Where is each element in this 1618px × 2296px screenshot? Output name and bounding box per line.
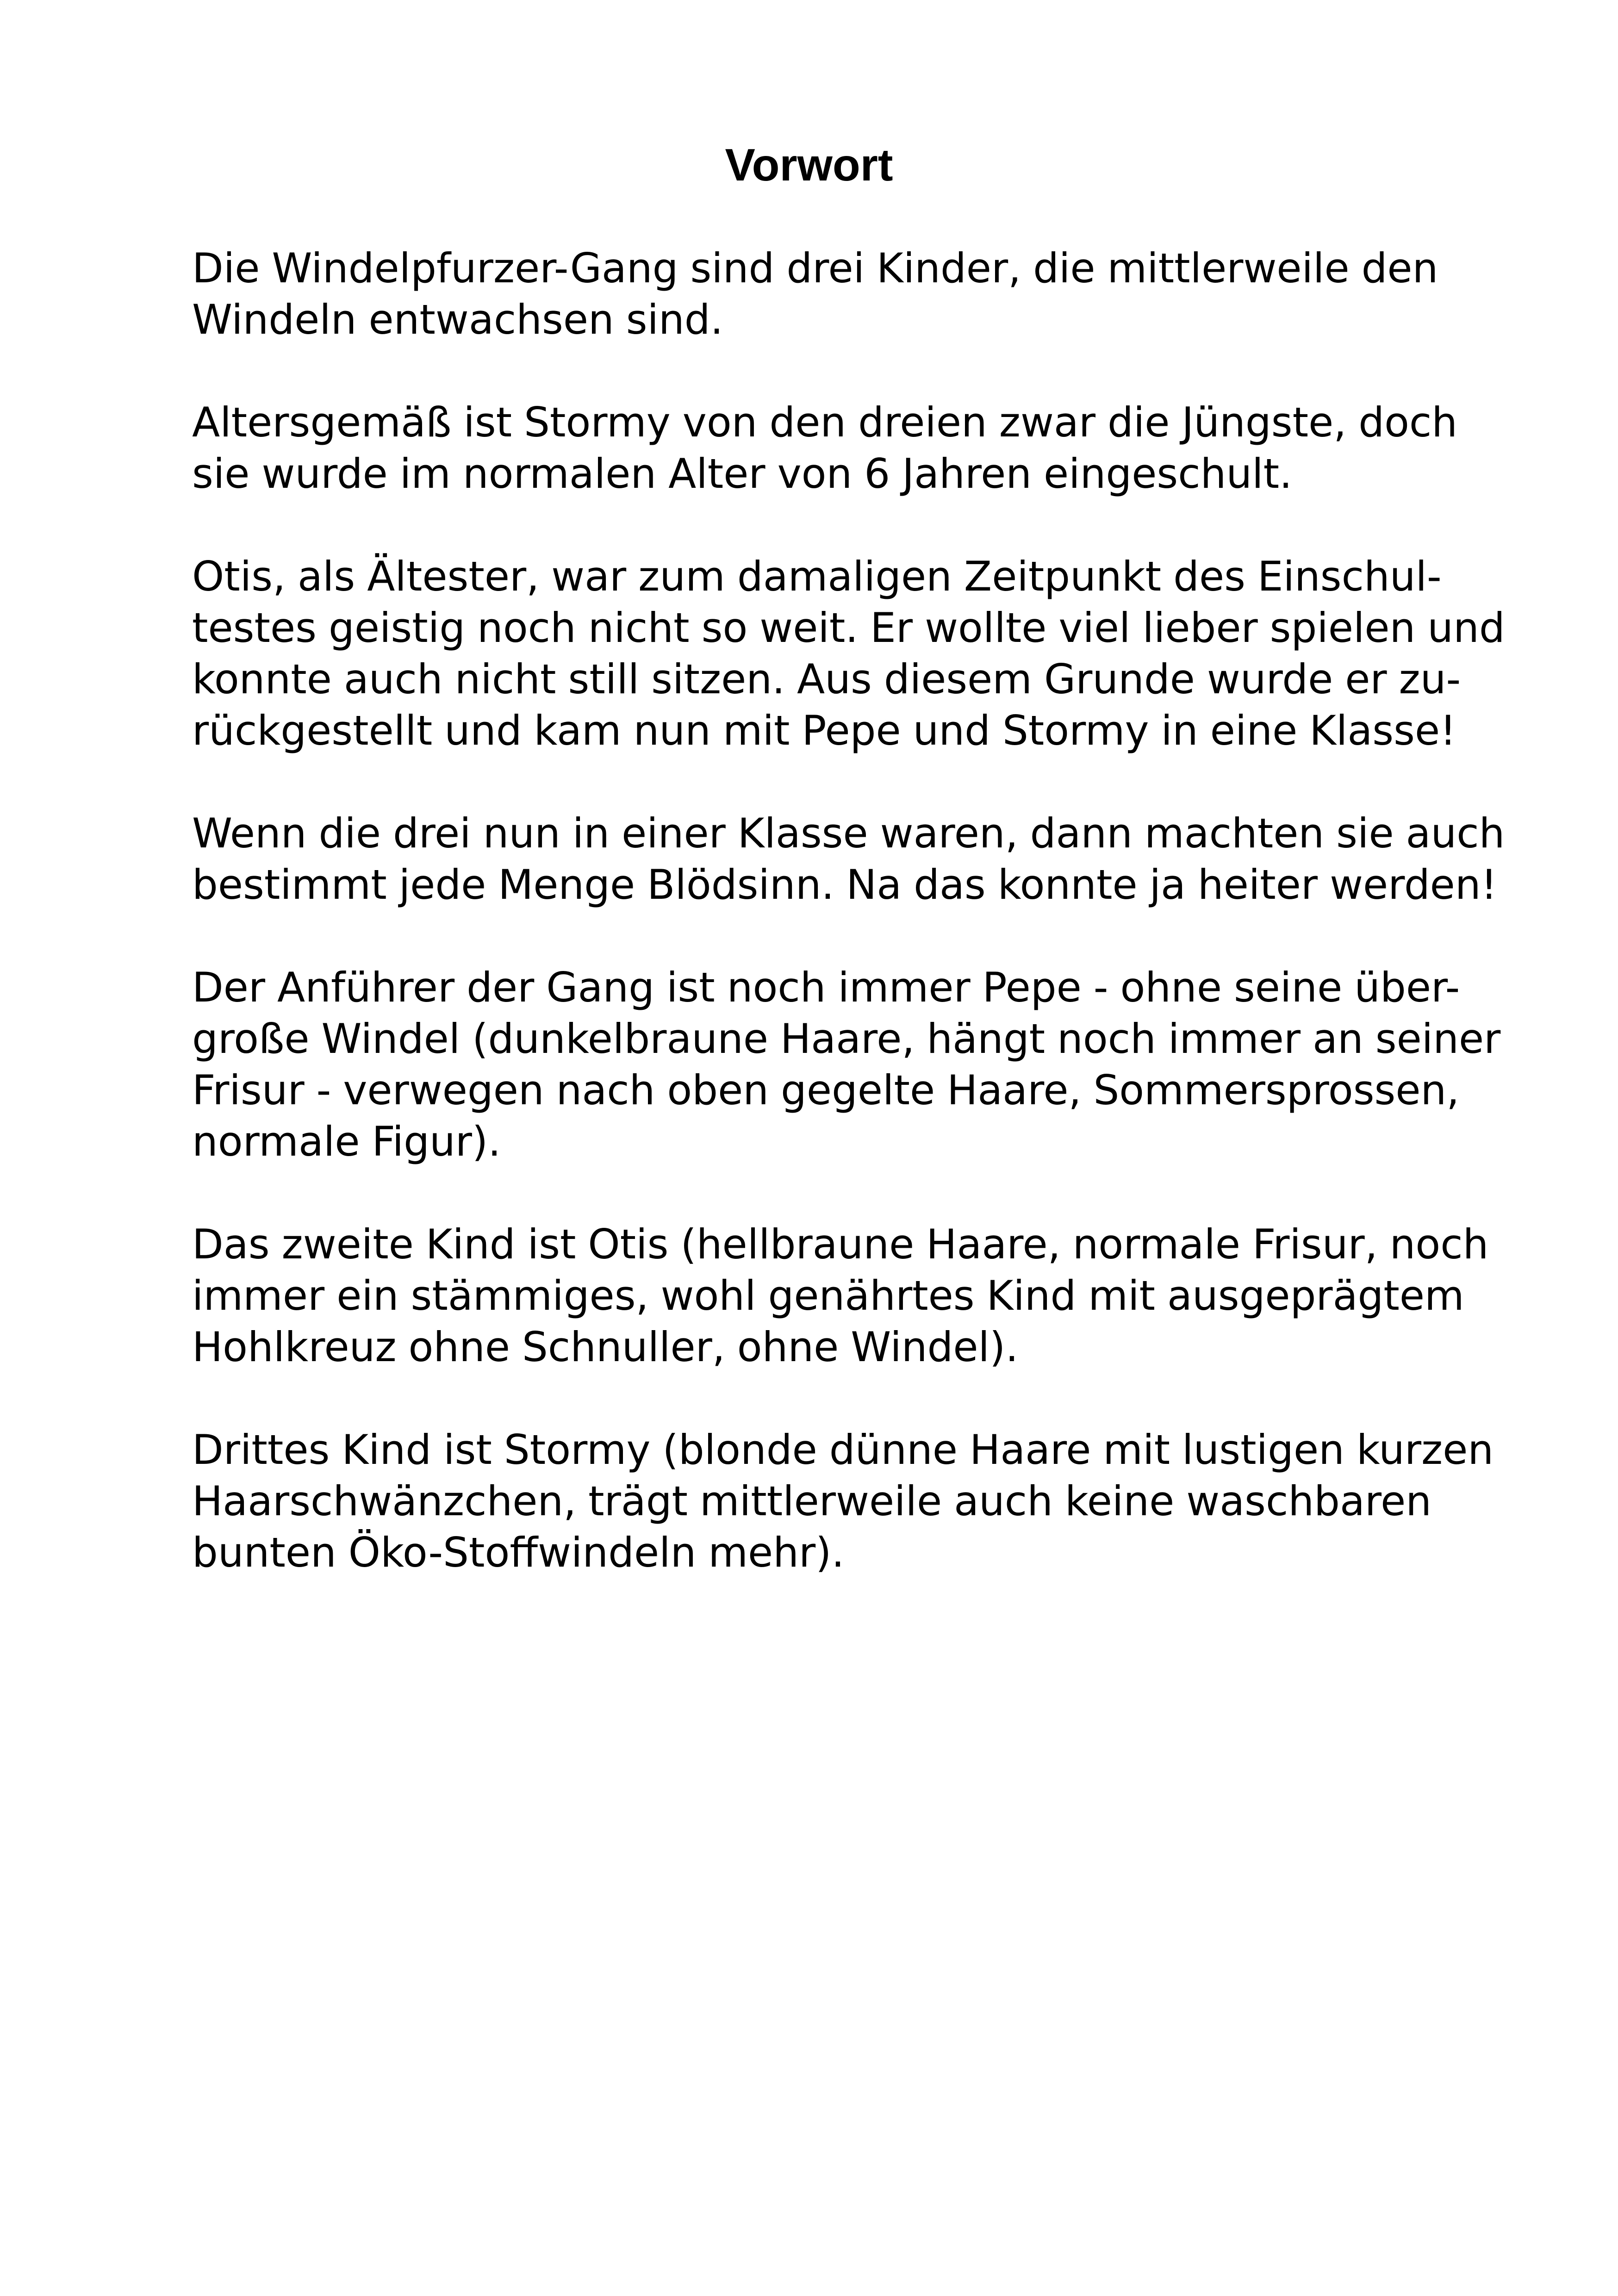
- document-body: [192, 243, 1505, 1630]
- text-line: Das zweite Kind ist Otis (hellbraune Haare, normale Frisur, noch: [192, 1220, 1489, 1268]
- text-line: große Windel (dunkelbraune Haare, hängt noch immer an seiner: [192, 1015, 1501, 1063]
- text-line: bunten Öko-Stoffwindeln mehr).: [192, 1529, 845, 1576]
- paragraph: [192, 1219, 1489, 1373]
- text-line: Frisur - verwegen nach oben gegelte Haare, Sommersprossen,: [192, 1066, 1460, 1114]
- paragraph: [192, 551, 1505, 756]
- text-line: Der Anführer der Gang ist noch immer Pepe - ohne seine über-: [192, 964, 1460, 1011]
- paragraph: [192, 962, 1501, 1167]
- text-line: sie wurde im normalen Alter von 6 Jahren eingeschult.: [192, 450, 1293, 498]
- paragraph: [192, 397, 1458, 499]
- paragraph: [192, 808, 1505, 910]
- text-line: Wenn die drei nun in einer Klasse waren, dann machten sie auch: [192, 809, 1505, 857]
- text-line: Altersgemäß ist Stormy von den dreien zwar die Jüngste, doch: [192, 398, 1458, 446]
- text-line: bestimmt jede Menge Blödsinn. Na das konnte ja heiter werden!: [192, 861, 1497, 908]
- text-line: rückgestellt und kam nun mit Pepe und Stormy in eine Klasse!: [192, 707, 1456, 754]
- paragraph: [192, 1424, 1494, 1578]
- paragraph: [192, 243, 1438, 345]
- text-line: Windeln entwachsen sind.: [192, 296, 723, 343]
- text-line: normale Figur).: [192, 1118, 501, 1165]
- text-line: Haarschwänzchen, trägt mittlerweile auch keine waschbaren: [192, 1477, 1432, 1525]
- text-line: Drittes Kind ist Stormy (blonde dünne Haare mit lustigen kurzen: [192, 1426, 1494, 1474]
- text-line: testes geistig noch nicht so weit. Er wollte viel lieber spielen und: [192, 604, 1505, 652]
- text-line: konnte auch nicht still sitzen. Aus diesem Grunde wurde er zu-: [192, 655, 1461, 703]
- page-title: Vorwort: [725, 139, 893, 190]
- text-line: immer ein stämmiges, wohl genährtes Kind mit ausgeprägtem: [192, 1272, 1464, 1319]
- text-line: Die Windelpfurzer-Gang sind drei Kinder, die mittlerweile den: [192, 244, 1438, 292]
- text-line: Otis, als Ältester, war zum damaligen Zeitpunkt des Einschul-: [192, 553, 1442, 600]
- text-line: Hohlkreuz ohne Schnuller, ohne Windel).: [192, 1323, 1019, 1371]
